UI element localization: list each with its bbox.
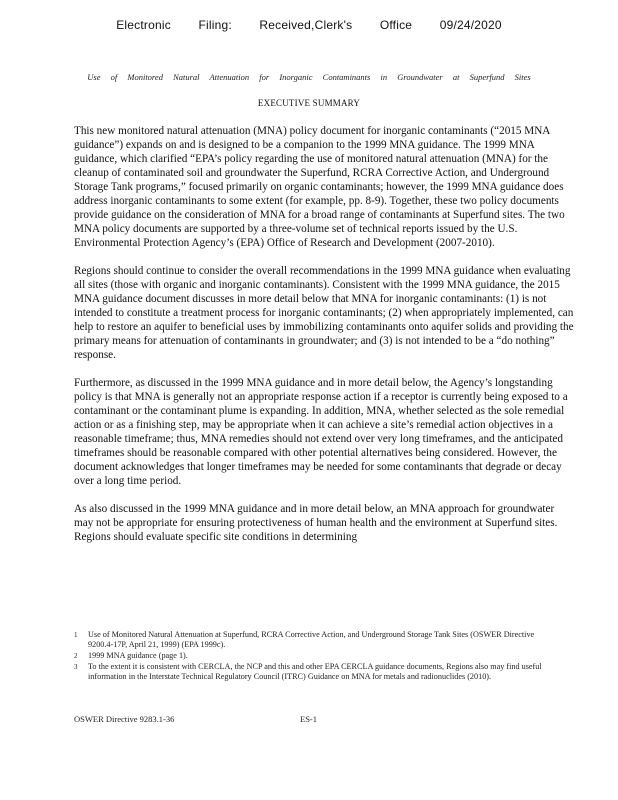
section-title: EXECUTIVE SUMMARY <box>257 98 361 108</box>
footnote <box>74 630 554 650</box>
footnote <box>74 662 554 682</box>
footnotes <box>74 630 554 683</box>
paragraph-2: Regions should continue to consider the overall recommendations in the 1999 MNA guidance when evaluating all sites (those with organic and inorganic contaminants). Consistent with the 1999 MNA guidance, the 2015 MNA guidance document discusses in more detail below that MNA for inorganic contaminants: (1) is not intended to constitute a treatment process for inorganic contaminants; (2) when appropriately implemented, can help to restore an aquifer to beneficial uses by immobilizing contaminants onto aquifer solids and providing the primary means for attenuation of contaminants in groundwater; and (3) is not intended to be a “do nothing” response. <box>74 265 574 361</box>
filing-date: 09/24/2020 <box>439 18 502 32</box>
filing-label-electronic: Electronic <box>116 18 171 32</box>
filing-label-filing: Filing: <box>198 18 232 32</box>
footnote-number: 2 <box>74 652 78 660</box>
directive-number: OSWER Directive 9283.1-36 <box>74 714 175 724</box>
page-number: ES-1 <box>300 714 317 724</box>
body-text <box>74 124 574 558</box>
footnote-text: Use of Monitored Natural Attenuation at Superfund, RCRA Corrective Action, and Underground Storage Tank Sites (OSWER Directive 9200.4-17P, April 21, 1999) (EPA 1999c). <box>88 630 535 649</box>
paragraph-3: Furthermore, as discussed in the 1999 MNA guidance and in more detail below, the Agency’s longstanding policy is that MNA is generally not an appropriate response action if a receptor is currently being exposed to a contaminant or the contaminant plume is expanding. In addition, MNA, whether selected as the sole remedial action or as a finishing step, may be appropriate when it can achieve a site’s remedial action objectives in a reasonable timeframe; thus, MNA remedies should not extend over very long timeframes, and the anticipated timeframes should be reasonable compared with other potential alternatives being considered. However, the document acknowledges that longer timeframes may be needed for some contaminants that degrade or decay over a long time period. <box>74 377 568 487</box>
filing-label-office: Office <box>379 18 413 32</box>
paragraph-1: This new monitored natural attenuation (MNA) policy document for inorganic contaminants (“2015 MNA guidance”) expands on and is designed to be a companion to the 1999 MNA guidance. The 1999 MNA guidance, which clarified “EPA’s policy regarding the use of monitored natural attenuation (MNA) for the cleanup of contaminated soil and groundwater the Superfund, RCRA Corrective Action, and Underground Storage Tank programs,” focused primarily on organic contaminants; however, the 1999 MNA guidance does address inorganic contaminants to some extent (for example, pp. 8-9). Together, these two policy documents provide guidance on the consideration of MNA for a broad range of contaminants at Superfund sites. The two MNA policy documents are supported by a three-volume set of technical reports issued by the U.S. Environmental Protection Agency’s (EPA) Office of Research and Development (2007-2010). <box>74 125 565 249</box>
running-title: Use of Monitored Natural Attenuation for Inorganic Contaminants in Groundwater at Superfund Sites <box>87 72 531 82</box>
paragraph-4: As also discussed in the 1999 MNA guidance and in more detail below, an MNA approach for groundwater may not be appropriate for ensuring protectiveness of human health and the environment at Superfund sites. Regions should evaluate specific site conditions in determining <box>74 503 558 543</box>
footnote-number: 1 <box>74 631 78 639</box>
footnote-number: 3 <box>74 663 78 671</box>
footnote-text: To the extent it is consistent with CERCLA, the NCP and this and other EPA CERCLA guidance documents, Regions also may find useful information in the Interstate Technical Regulatory Council (ITRC) Guidance on MNA for metals and radionuclides (2010). <box>88 662 542 681</box>
footnote-text: 1999 MNA guidance (page 1). <box>88 651 188 660</box>
filing-header <box>0 18 618 32</box>
filing-label-received: Received,Clerk's <box>259 18 353 32</box>
footnote <box>74 651 554 661</box>
